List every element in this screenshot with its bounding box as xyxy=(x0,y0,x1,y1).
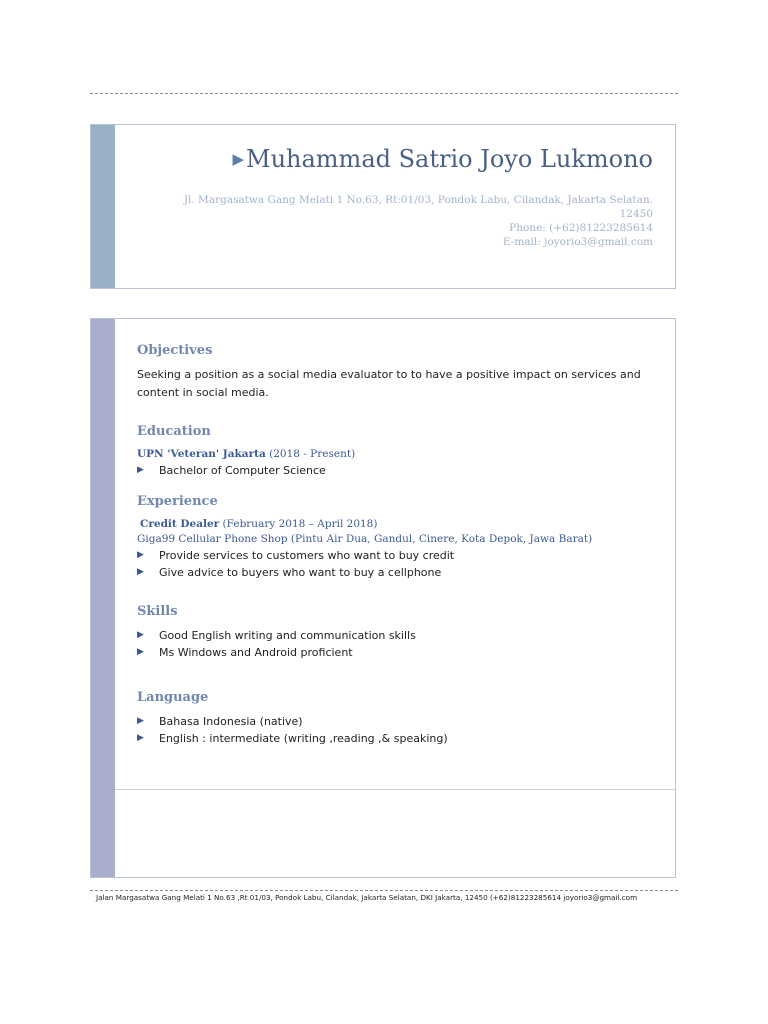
role-title: Credit Dealer xyxy=(140,518,220,530)
bullet-icon: ▶ xyxy=(137,647,144,657)
experience-role-line xyxy=(137,517,657,532)
language-section xyxy=(137,690,657,747)
address-line2: 12450 xyxy=(619,208,653,220)
skills-section xyxy=(137,604,657,661)
address-line1: Jl. Margasatwa Gang Melati 1 No.63, Rt:01/03, Pondok Labu, Cilandak, Jakarta Selatan. xyxy=(183,194,653,206)
list-item: ▶ Provide services to customers who want to buy credit xyxy=(137,549,455,562)
objectives-heading: Objectives xyxy=(137,343,213,358)
language-heading: Language xyxy=(137,690,209,705)
top-dashed-rule xyxy=(90,93,678,94)
experience-list xyxy=(137,547,657,581)
skills-heading: Skills xyxy=(137,604,178,619)
list-item: ▶ Good English writing and communication skills xyxy=(137,629,416,642)
bullet-icon: ▶ xyxy=(137,630,144,640)
experience-period: (February 2018 – April 2018) xyxy=(222,518,378,530)
email: E-mail: joyorio3@gmail.com xyxy=(502,236,653,248)
applicant-name xyxy=(232,145,653,173)
header-side-bar xyxy=(91,125,115,288)
objectives-text: Seeking a position as a social media evaluator to to have a positive impact on services and content in social media. xyxy=(137,368,641,399)
footer-contact: Jalan Margasatwa Gang Melati 1 No.63 ,Rt 01/03, Pondok Labu, Cilandak, Jakarta Selatan, DKI Jakarta, 12450 (+62)81223285614 joyorio3@gmail.com xyxy=(96,893,638,902)
body-side-bar xyxy=(91,319,115,877)
education-section xyxy=(137,424,657,479)
body-box xyxy=(90,318,676,878)
triangle-right-icon: ▶ xyxy=(232,150,244,168)
phone: Phone: (+62)81223285614 xyxy=(509,222,653,234)
bullet-icon: ▶ xyxy=(137,567,144,577)
bullet-icon: ▶ xyxy=(137,465,144,475)
list-item: ▶ Give advice to buyers who want to buy a cellphone xyxy=(137,566,442,579)
education-period: (2018 - Present) xyxy=(269,448,356,460)
list-item: ▶ Bahasa Indonesia (native) xyxy=(137,715,303,728)
education-heading: Education xyxy=(137,424,211,439)
company-line: Giga99 Cellular Phone Shop (Pintu Air Dua, Gandul, Cinere, Kota Depok, Jawa Barat) xyxy=(137,533,593,545)
bullet-icon: ▶ xyxy=(137,716,144,726)
objectives-section xyxy=(137,343,657,402)
language-list xyxy=(137,713,657,747)
education-list xyxy=(137,462,657,479)
experience-section xyxy=(137,494,657,581)
list-item: ▶ Bachelor of Computer Science xyxy=(137,464,326,477)
name-text: Muhammad Satrio Joyo Lukmono xyxy=(246,145,653,173)
bottom-dashed-rule xyxy=(90,890,678,891)
contact-block xyxy=(133,193,653,249)
list-item: ▶ Ms Windows and Android proficient xyxy=(137,646,353,659)
experience-heading: Experience xyxy=(137,494,218,509)
header-box xyxy=(90,124,676,289)
list-item: ▶ English : intermediate (writing ,reading ,& speaking) xyxy=(137,732,448,745)
school-name: UPN 'Veteran' Jakarta xyxy=(137,448,266,460)
body-divider xyxy=(115,789,675,790)
bullet-icon: ▶ xyxy=(137,550,144,560)
skills-list xyxy=(137,627,657,661)
education-entry xyxy=(137,447,657,462)
bullet-icon: ▶ xyxy=(137,733,144,743)
